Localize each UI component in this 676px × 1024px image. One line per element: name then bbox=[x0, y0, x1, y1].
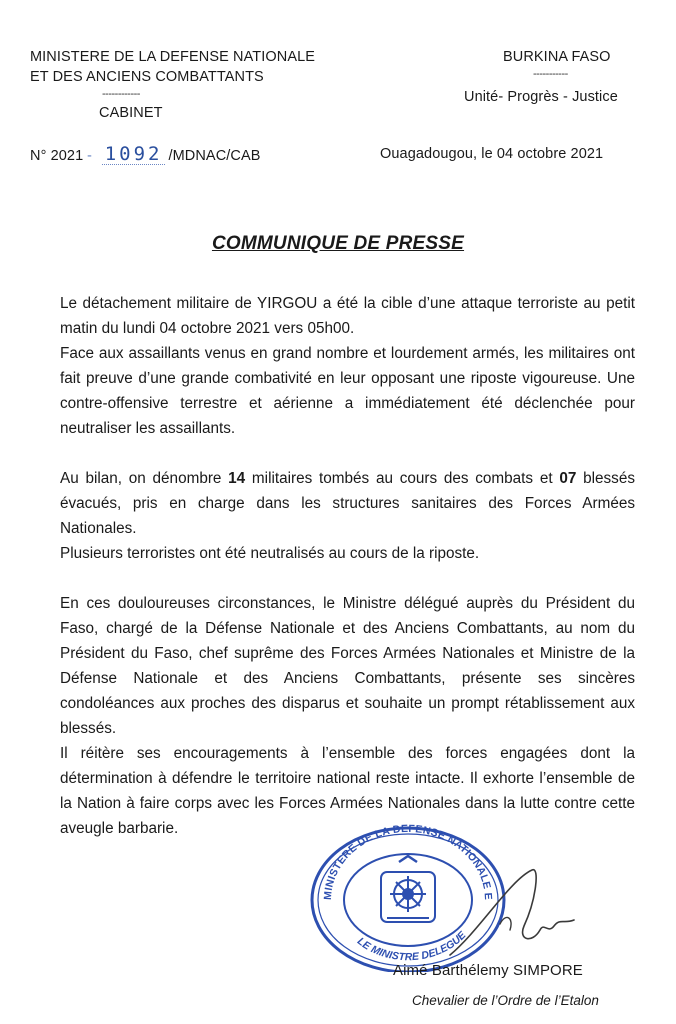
toll-text-b: militaires tombés au cours des combats et bbox=[245, 470, 560, 487]
ministry-line-2: ET DES ANCIENS COMBATTANTS bbox=[30, 69, 264, 85]
reference-stamp-dash: - bbox=[85, 148, 94, 164]
reference-number bbox=[30, 144, 261, 166]
left-separator: ------------ bbox=[102, 88, 140, 100]
signatory-title: Chevalier de l’Ordre de l’Etalon bbox=[412, 993, 599, 1008]
paragraph-response: Face aux assaillants venus en grand nombre et lourdement armés, les militaires ont fait preuve d’une grande combativité en leur opposant une riposte vigoureuse. Une contre-offensive terrestre et aérienne a immédiatement été déclenchée pour neutraliser les assaillants. bbox=[60, 345, 635, 437]
coat-of-arms-icon bbox=[381, 856, 435, 922]
stamp-ring-text: MINISTERE DE LA DEFENSE NATIONALE E bbox=[321, 822, 495, 901]
right-separator: ----------- bbox=[533, 68, 568, 80]
toll-text-a: Au bilan, on dénombre bbox=[60, 470, 229, 487]
paragraph-toll bbox=[60, 466, 635, 541]
ministry-line-1: MINISTERE DE LA DEFENSE NATIONALE bbox=[30, 49, 316, 65]
signatory-name: Aimé Barthélemy SIMPORE bbox=[393, 962, 583, 979]
signature-mark bbox=[440, 860, 600, 970]
reference-handwritten-number: 1092 bbox=[102, 144, 166, 165]
paragraph-attack: Le détachement militaire de YIRGOU a été la cible d’une attaque terroriste au petit matin du lundi 04 octobre 2021 vers 05h00. bbox=[60, 295, 635, 337]
press-release-title: COMMUNIQUE DE PRESSE bbox=[211, 233, 465, 254]
national-motto: Unité- Progrès - Justice bbox=[464, 89, 618, 105]
paragraph-condolences: En ces douloureuses circonstances, le Ministre délégué auprès du Président du Faso, chargé de la Défense Nationale et des Anciens Combattants, au nom du Président du Faso, chef suprême des Forces Armées Nationales et Ministre de la Défense Nationale et des Anciens Combattants, présente ses sincères condoléances aux proches des disparus et souhaite un prompt rétablissement aux blessés. bbox=[60, 595, 635, 737]
toll-text-c: blessés évacués, pris en charge dans les structures sanitaires des Forces Armées Nationales. bbox=[60, 470, 635, 537]
ministry-name bbox=[30, 47, 315, 87]
paragraph-neutralised: Plusieurs terroristes ont été neutralisés au cours de la riposte. bbox=[60, 545, 480, 562]
press-release-body bbox=[60, 291, 635, 841]
toll-wounded-count: 07 bbox=[559, 470, 577, 487]
stamp-bottom-text: LE MINISTRE DELEGUE bbox=[354, 929, 469, 964]
place-date: Ouagadougou, le 04 octobre 2021 bbox=[380, 146, 604, 162]
paragraph-encouragement: Il réitère ses encouragements à l’ensemble des forces engagées dont la détermination à défendre le territoire national reste intacte. Il exhorte l’ensemble de la Nation à faire corps avec les Forces Armées Nationales dans la lutte contre cette aveugle barbarie. bbox=[60, 745, 635, 837]
country-name: BURKINA FASO bbox=[503, 49, 611, 65]
toll-killed-count: 14 bbox=[228, 470, 246, 487]
reference-suffix: /MDNAC/CAB bbox=[168, 148, 261, 164]
handwritten-signature-icon bbox=[440, 860, 600, 970]
cabinet-label: CABINET bbox=[99, 105, 163, 121]
reference-prefix: N° 2021 bbox=[30, 148, 84, 164]
